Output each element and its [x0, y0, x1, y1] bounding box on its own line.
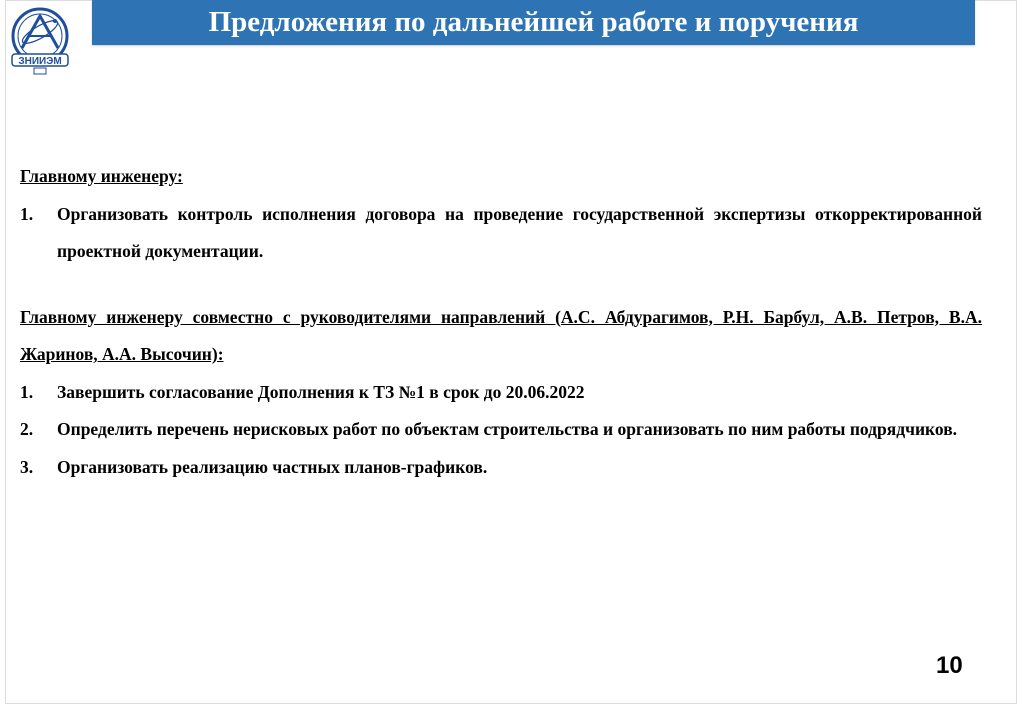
- item-number: 1.: [20, 381, 34, 402]
- section-spacer: [20, 271, 982, 299]
- item-text: Организовать реализацию частных планов-графиков.: [57, 456, 488, 477]
- item-number: 2.: [20, 419, 34, 439]
- page-number: 10: [936, 652, 963, 679]
- list-item: [20, 196, 982, 271]
- list-item: [20, 449, 982, 487]
- item-number: 3.: [20, 456, 34, 477]
- item-text: Определить перечень нерисковых работ по объектам строительства и организовать по ним работы подрядчиков.: [57, 419, 958, 439]
- title-bar: [92, 0, 975, 45]
- company-logo: [8, 4, 72, 76]
- logo-text: ЗНИИЭМ: [18, 56, 62, 67]
- section-heading-chief-engineer-with-managers: Главному инженеру совместно с руководителями направлений (А.С. Абдурагимов, Р.Н. Барбул, А.В. Петров, В.А. Жаринов, А.А. Высочин):: [20, 306, 982, 364]
- logo-emblem-icon: [8, 4, 72, 76]
- item-text: Организовать контроль исполнения договора на проведение государственной экспертизы откорректированной проектной документации.: [57, 203, 982, 261]
- section-heading-chief-engineer: Главному инженеру:: [20, 166, 183, 186]
- slide-content: [20, 158, 982, 486]
- slide-title: Предложения по дальнейшей работе и поручения: [208, 6, 859, 38]
- list-item: [20, 411, 982, 449]
- item-text: Завершить согласование Дополнения к ТЗ №1 в срок до 20.06.2022: [57, 381, 585, 402]
- item-number: 1.: [20, 203, 34, 224]
- list-item: [20, 374, 982, 412]
